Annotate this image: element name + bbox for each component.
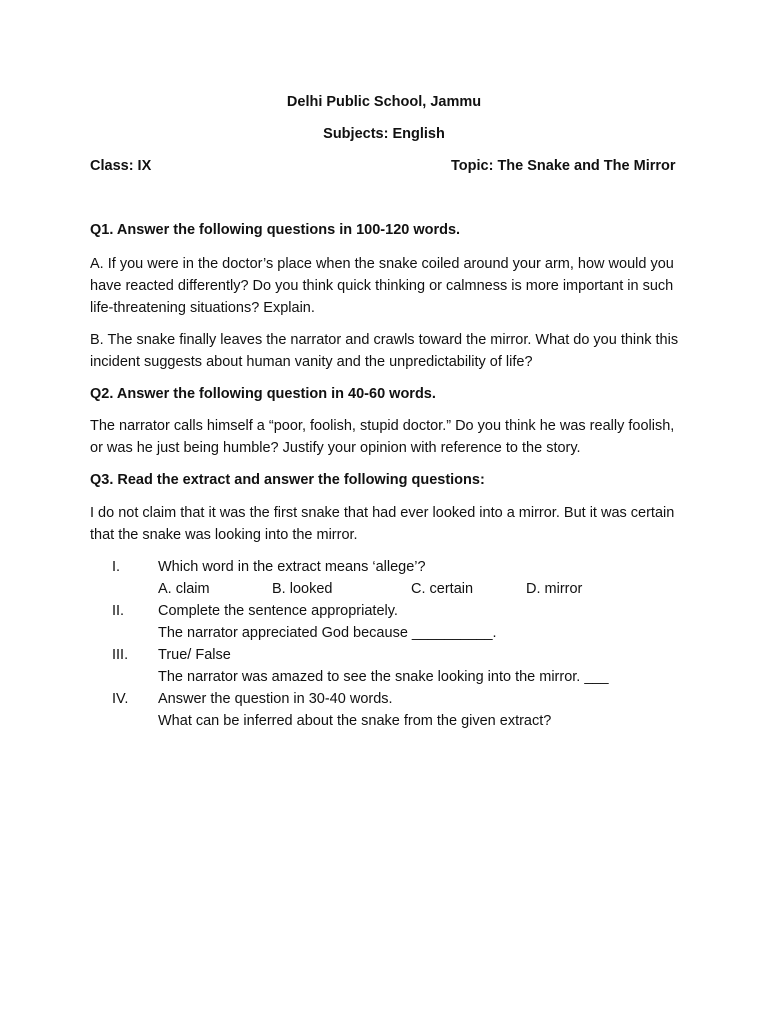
option-c: C. certain [411,581,474,597]
class-label: Class: IX [90,158,152,174]
topic-label: Topic: The Snake and The Mirror [451,158,676,174]
subject-heading: Subjects: English [323,126,445,142]
item-number: I. [112,559,121,575]
q1-heading: Q1. Answer the following questions in 100-120 words. [90,222,461,238]
item-prompt: The narrator appreciated God because __________. [158,625,497,641]
item-number: III. [112,647,129,663]
q2-heading: Q2. Answer the following question in 40-60 words. [90,386,436,402]
item-prompt: What can be inferred about the snake from the given extract? [158,713,552,729]
item-question: True/ False [158,647,231,663]
q3-extract: I do not claim that it was the first snake that had ever looked into a mirror. But it was certain that the snake was looking into the mirror. [90,505,675,543]
item-question: Which word in the extract means ‘allege’? [158,559,426,575]
item-question: Answer the question in 30-40 words. [158,691,393,707]
school-name: Delhi Public School, Jammu [286,94,482,110]
q2-text: The narrator calls himself a “poor, foolish, stupid doctor.” Do you think he was really foolish, or was he just being humble? Justify your opinion with reference to the story. [90,418,675,456]
option-a: A. claim [158,581,210,597]
item-prompt: The narrator was amazed to see the snake looking into the mirror. ___ [158,669,609,685]
option-b: B. looked [272,581,333,597]
q1-part-b: B. The snake finally leaves the narrator and crawls toward the mirror. What do you think this incident suggests about human vanity and the unpredictability of life? [90,332,679,370]
item-number: IV. [112,691,129,707]
option-d: D. mirror [526,581,583,597]
q1-part-a: A. If you were in the doctor’s place when the snake coiled around your arm, how would you have reacted differently? Do you think quick thinking or calmness is more important in such life-threatening situations? Explain. [90,256,674,316]
item-number: II. [112,603,125,619]
q3-heading: Q3. Read the extract and answer the following questions: [90,472,485,488]
item-question: Complete the sentence appropriately. [158,603,398,619]
